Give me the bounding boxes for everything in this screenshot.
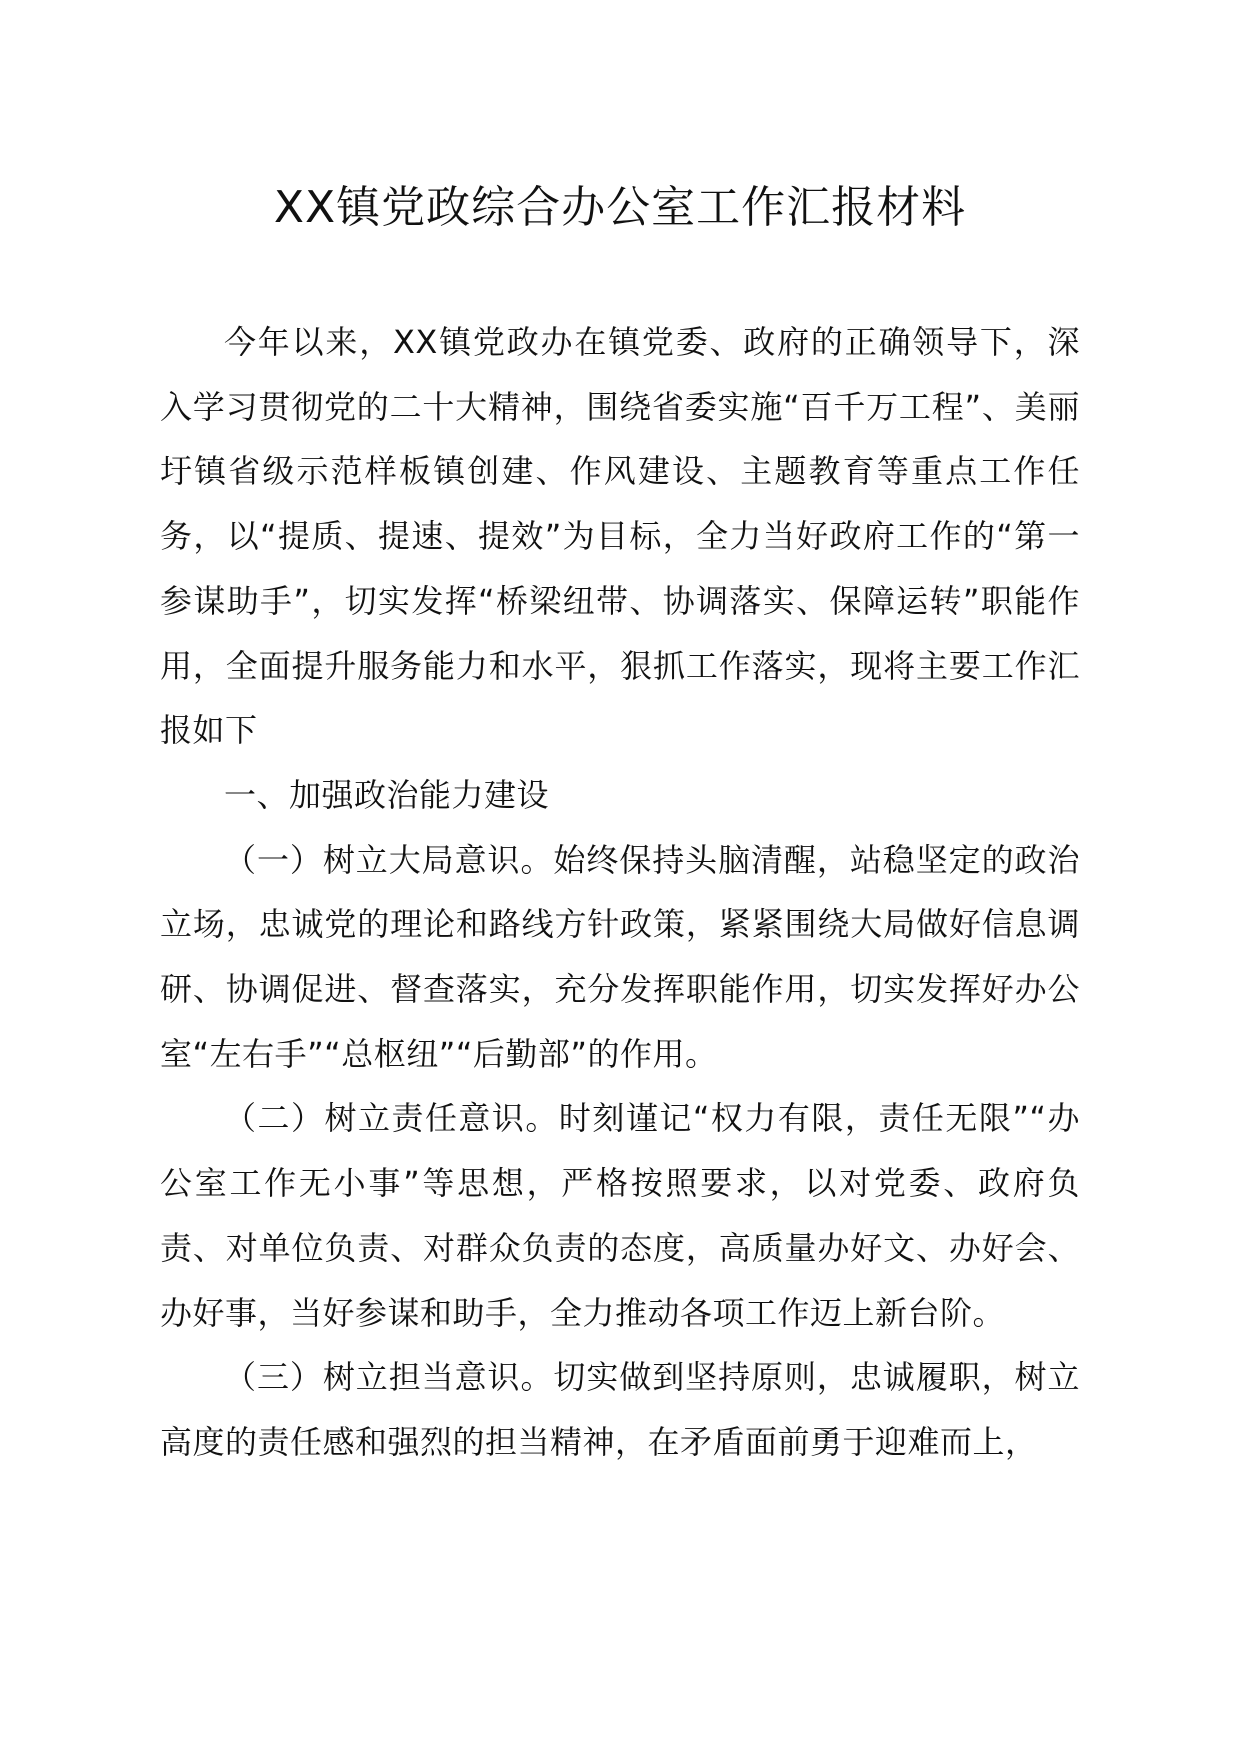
subsection-paragraph-3: （三）树立担当意识。切实做到坚持原则，忠诚履职，树立高度的责任感和强烈的担当精神，在矛盾面前勇于迎难而上， xyxy=(160,1358,1080,1461)
document-title: XX镇党政综合办公室工作汇报材料 xyxy=(273,182,967,233)
subsection-paragraph-1: （一）树立大局意识。始终保持头脑清醒，站稳坚定的政治立场，忠诚党的理论和路线方针政策，紧紧围绕大局做好信息调研、协调促进、督查落实，充分发挥职能作用，切实发挥好办公室“左右手”“总枢纽”“后勤部”的作用。 xyxy=(160,840,1080,1073)
section-heading-1: 一、加强政治能力建设 xyxy=(224,775,550,814)
intro-paragraph: 今年以来，XX镇党政办在镇党委、政府的正确领导下，深入学习贯彻党的二十大精神，围绕省委实施“百千万工程”、美丽圩镇省级示范样板镇创建、作风建设、主题教育等重点工作任务，以“提质、提速、提效”为目标，全力当好政府工作的“第一参谋助手”，切实发挥“桥梁纽带、协调落实、保障运转”职能作用，全面提升服务能力和水平，狠抓工作落实，现将主要工作汇报如下 xyxy=(160,323,1080,750)
subsection-paragraph-2: （二）树立责任意识。时刻谨记“权力有限，责任无限”“办公室工作无小事”等思想，严格按照要求，以对党委、政府负责、对单位负责、对群众负责的态度，高质量办好文、办好会、办好事，当好参谋和助手，全力推动各项工作迈上新台阶。 xyxy=(160,1099,1080,1332)
document-body xyxy=(160,310,1080,1475)
